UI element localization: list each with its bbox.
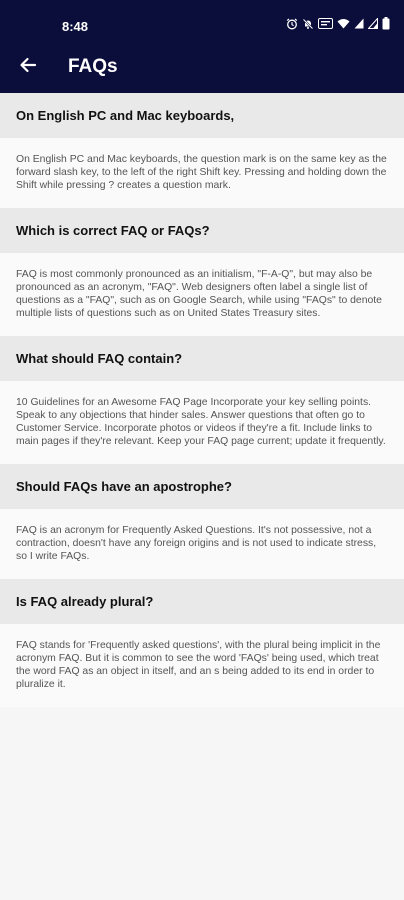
faq-answer: FAQ is an acronym for Frequently Asked Questions. It's not possessive, not a contraction, doesn't have any foreign origins and is not used to indicate stress, so I write FAQs. — [0, 509, 404, 579]
faq-answer: FAQ is most commonly pronounced as an initialism, "F-A-Q", but may also be pronounced as an acronym, "FAQ". Web designers often label a single list of questions as a "FAQ", such as on Google Search, while using "FAQs" to denote multiple lists of questions such as on United States Treasury sites. — [0, 253, 404, 336]
signal-icon — [354, 18, 364, 29]
faq-list — [0, 93, 404, 707]
arrow-back-icon — [19, 56, 37, 79]
status-icons — [286, 17, 390, 30]
faq-question[interactable]: What should FAQ contain? — [0, 336, 404, 381]
app-bar — [0, 40, 404, 93]
faq-question[interactable]: On English PC and Mac keyboards, — [0, 93, 404, 138]
faq-item — [0, 93, 404, 208]
signal-icon — [368, 18, 378, 29]
faq-answer: FAQ stands for 'Frequently asked questions', with the plural being implicit in the acronym FAQ. But it is common to see the word 'FAQs' being used, which treat the word FAQ as an object in itself, and an s being added to its end in order to pluralize it. — [0, 624, 404, 707]
faq-answer: On English PC and Mac keyboards, the question mark is on the same key as the forward slash key, to the left of the right Shift key. Pressing and holding down the Shift while pressing ? creates a question mark. — [0, 138, 404, 208]
faq-question[interactable]: Which is correct FAQ or FAQs? — [0, 208, 404, 253]
mute-icon — [302, 18, 314, 30]
faq-item — [0, 336, 404, 464]
volte-icon — [318, 18, 333, 29]
battery-icon — [382, 17, 390, 30]
page-title: FAQs — [68, 56, 118, 77]
status-time: 8:48 — [62, 19, 89, 34]
faq-answer: 10 Guidelines for an Awesome FAQ Page Incorporate your key selling points. Speak to any objections that hinder sales. Answer questions that often go to Customer Service. Incorporate photos or videos if they're a fit. Include links to main pages if they're relevant. Keep your FAQ page current; update it frequently. — [0, 381, 404, 464]
faq-item — [0, 208, 404, 336]
faq-item — [0, 579, 404, 707]
wifi-icon — [337, 18, 350, 29]
status-bar — [0, 0, 404, 40]
faq-item — [0, 464, 404, 579]
alarm-icon — [286, 18, 298, 30]
back-button[interactable] — [10, 49, 46, 85]
faq-question[interactable]: Is FAQ already plural? — [0, 579, 404, 624]
faq-question[interactable]: Should FAQs have an apostrophe? — [0, 464, 404, 509]
